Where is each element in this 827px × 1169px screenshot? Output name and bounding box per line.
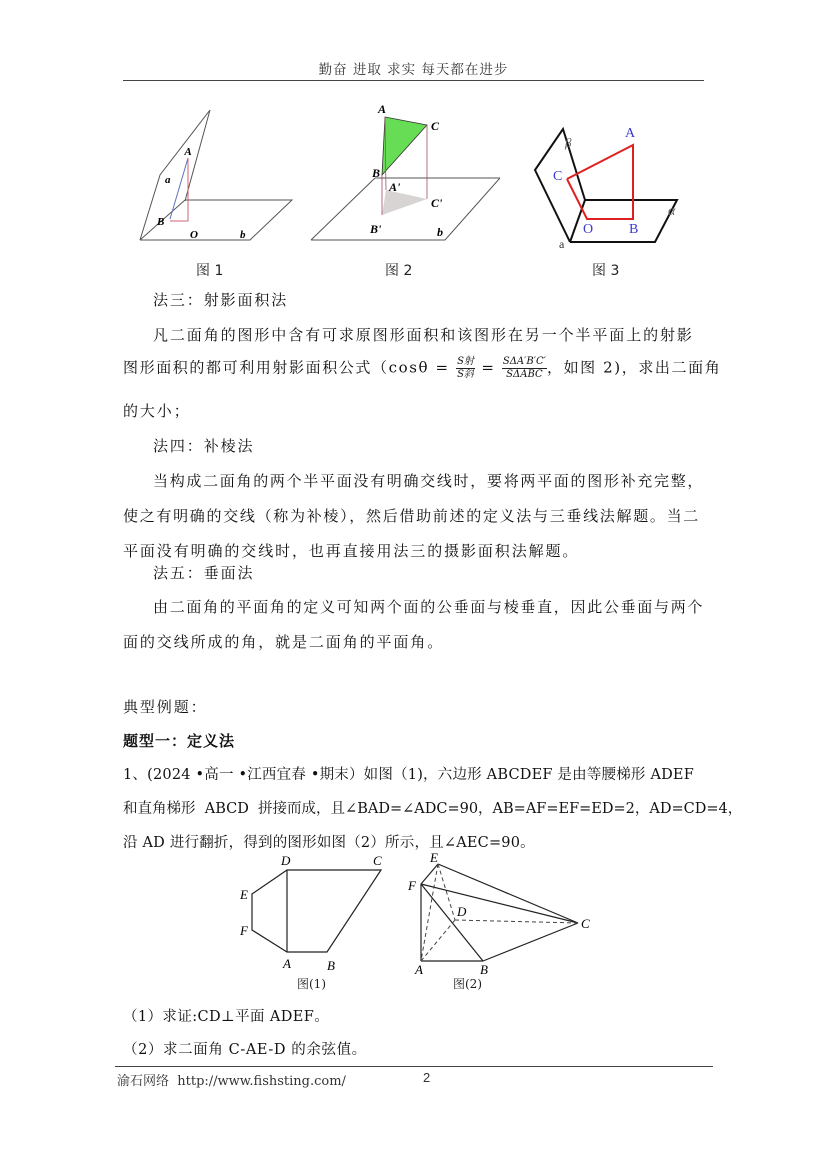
label-b: b <box>240 229 246 241</box>
figure-2-caption: 图 2 <box>385 263 413 279</box>
question1-line1: 1、(2024 •高一 •江西宜春 •期末）如图（1)，六边形 ABCDEF 是由等腰梯形 ADEF <box>123 767 694 783</box>
label-E: E <box>430 850 438 865</box>
figure-1-hexagon-caption: 图(1) <box>297 977 326 991</box>
label-O: O <box>190 229 198 241</box>
method3-para-line1: 凡二面角的图形中含有可求原图形面积和该图形在另一个半平面上的射影 <box>153 326 694 344</box>
label-alpha: α <box>668 204 676 219</box>
label-B: B <box>629 222 639 237</box>
method4-title: 法四：补棱法 <box>153 437 255 455</box>
header-rule <box>123 80 704 81</box>
method4-para-line2: 使之有明确的交线（称为补棱），然后借助前述的定义法与三垂线法解题。当二 <box>123 507 701 525</box>
question1-line2: 和直角梯形 ABCD 拼接而成，且∠BAD=∠ADC=90，AB=AF=EF=ED=2，AD=CD=4， <box>123 801 743 817</box>
fraction-denominator: S斜 <box>457 369 474 380</box>
segment-AB <box>170 158 188 219</box>
figure-2-folded-caption: 图(2) <box>453 977 482 991</box>
label-C: C <box>431 119 440 133</box>
footer-site: 渝石网络 http://www.fishsting.com/ <box>117 1074 346 1089</box>
label-B: B <box>480 962 488 975</box>
examples-title: 典型例题： <box>123 698 208 716</box>
plane-beta <box>535 129 585 242</box>
label-C: C <box>553 169 563 184</box>
figure-3 <box>525 115 700 250</box>
method5-para-line2: 面的交线所成的角，就是二面角的平面角。 <box>123 633 445 651</box>
label-F: F <box>240 923 248 938</box>
fraction-s-she-s-xie <box>456 356 475 381</box>
type1-title: 题型一：定义法 <box>123 732 236 750</box>
hexagon-ABCDEF <box>252 870 381 952</box>
label-a: a <box>559 237 565 250</box>
page-number: 2 <box>423 1070 431 1085</box>
header-motto: 勤奋 进取 求实 每天都在进步 <box>318 62 509 78</box>
label-O: O <box>583 222 594 237</box>
method5-para-line1: 由二面角的平面角的定义可知两个面的公垂面与棱垂直，因此公垂面与两个 <box>153 598 705 616</box>
label-C: C <box>581 916 590 931</box>
subquestion-2: （2）求二面角 C-AE-D 的余弦值。 <box>123 1042 367 1058</box>
label-C: C <box>373 853 382 868</box>
formula-tail: ，如图 2)，求出二面角 <box>546 358 722 377</box>
label-A: A <box>283 956 291 971</box>
label-C-prime: C' <box>431 196 443 210</box>
figure-1 <box>135 105 305 250</box>
label-B: B <box>372 166 381 180</box>
label-A: A <box>184 146 192 158</box>
fraction-numerator: S射 <box>457 356 474 367</box>
method3-para-line3: 的大小； <box>123 402 191 420</box>
method5-title: 法五：垂面法 <box>153 564 255 582</box>
label-beta: β <box>565 135 572 150</box>
label-E: E <box>240 887 248 902</box>
label-D: D <box>457 904 467 919</box>
method4-para-line3: 平面没有明确的交线时，也再直接用法三的摄影面积法解题。 <box>123 542 580 560</box>
subquestion-1: （1）求证:CD⊥平面 ADEF。 <box>123 1009 330 1025</box>
question1-line3: 沿 AD 进行翻折，得到的图形如图（2）所示，且∠AEC=90。 <box>123 835 535 851</box>
fraction-area-ratio <box>502 356 547 381</box>
label-A-prime: A' <box>389 180 401 194</box>
label-B: B <box>157 216 165 228</box>
label-b: b <box>437 225 443 239</box>
figure-2-folded <box>405 850 610 975</box>
label-a: a <box>165 174 171 186</box>
label-A: A <box>378 102 387 116</box>
label-F: F <box>408 878 416 893</box>
fraction-numerator: SΔA′B′C′ <box>502 356 546 367</box>
label-B-prime: B' <box>370 222 382 236</box>
figure-1-caption: 图 1 <box>196 263 224 279</box>
method4-para-line1: 当构成二面角的两个半平面没有明确交线时，要将两平面的图形补充完整， <box>153 472 705 490</box>
plane-b <box>311 178 500 240</box>
red-quad <box>567 145 633 219</box>
figure-2 <box>305 100 500 250</box>
method3-title: 法三：射影面积法 <box>153 291 289 309</box>
label-D: D <box>281 853 291 868</box>
fraction-denominator: SΔABC <box>506 369 543 380</box>
triangle-ABC <box>382 117 427 175</box>
footer-rule <box>115 1066 713 1067</box>
formula-lead: 图形面积的都可利用射影面积公式（cosθ = <box>123 358 450 377</box>
label-A: A <box>625 126 636 141</box>
figure-1-hexagon <box>235 852 395 974</box>
label-B: B <box>327 958 335 973</box>
label-A: A <box>415 962 423 975</box>
equals-sign: = <box>481 358 496 377</box>
method3-para-line2 <box>123 356 722 381</box>
figure-3-caption: 图 3 <box>592 263 620 279</box>
